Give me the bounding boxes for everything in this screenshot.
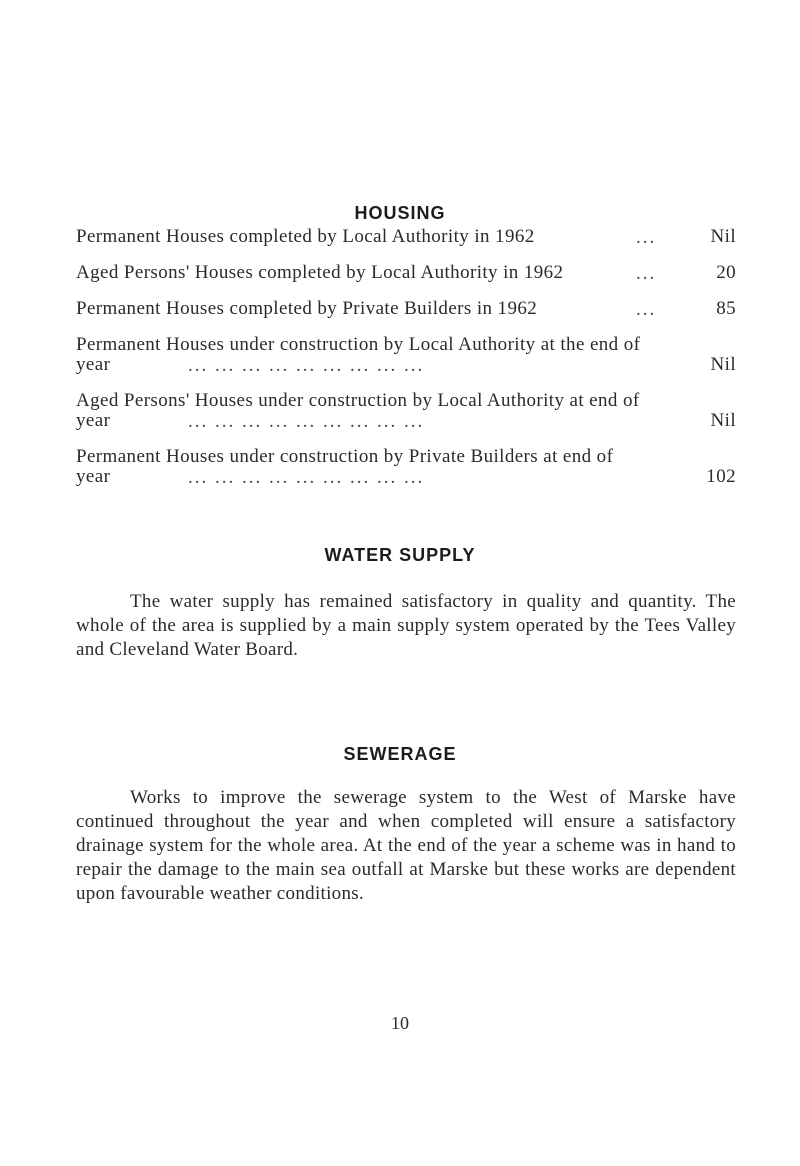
housing-row-value: 85: [716, 298, 736, 319]
dot-leader: ... ... ... ... ... ... ... ... ...: [188, 411, 425, 432]
sewerage-paragraph: Works to improve the sewerage system to the West of Marske have continued throughout the year and when completed will ensure a satisfactory drainage system for the whole area. At the end of the year a scheme was in hand to repair the damage to the main sea outfall at Marske but these works are dependent upon favourable weather conditions.: [76, 787, 736, 904]
housing-row: [76, 263, 736, 299]
housing-row-label: Permanent Houses completed by Private Builders in 1962: [76, 298, 538, 319]
dot-leader: ...: [636, 299, 657, 320]
housing-row: [76, 227, 736, 263]
housing-heading: HOUSING: [354, 203, 446, 223]
housing-row-label-continued: year: [76, 410, 111, 431]
housing-row-label: Aged Persons' Houses completed by Local Authority in 1962: [76, 262, 564, 283]
housing-row-label: Aged Persons' Houses under construction by Local Authority at end of: [76, 390, 640, 411]
page-number: 10: [391, 1013, 409, 1033]
housing-row-label: Permanent Houses under construction by Private Builders at end of: [76, 446, 614, 467]
housing-row: [76, 391, 736, 447]
housing-row-label: Permanent Houses under construction by Local Authority at the end of: [76, 334, 641, 355]
water-supply-heading: WATER SUPPLY: [324, 545, 476, 565]
housing-row: [76, 299, 736, 335]
sewerage-heading: SEWERAGE: [343, 744, 457, 764]
housing-row-label-continued: year: [76, 354, 111, 375]
housing-row-value: 20: [716, 262, 736, 283]
dot-leader: ...: [636, 227, 657, 248]
dot-leader: ...: [636, 263, 657, 284]
housing-row: [76, 447, 736, 503]
housing-row-label-continued: year: [76, 466, 111, 487]
housing-row-label: Permanent Houses completed by Local Authority in 1962: [76, 226, 535, 247]
housing-row-value: Nil: [710, 226, 736, 247]
housing-row: [76, 335, 736, 391]
housing-row-value: Nil: [710, 410, 736, 431]
dot-leader: ... ... ... ... ... ... ... ... ...: [188, 467, 425, 488]
housing-table: [76, 227, 736, 503]
water-supply-paragraph: The water supply has remained satisfactory in quality and quantity. The whole of the area is supplied by a main supply system operated by the Tees Valley and Cleveland Water Board.: [76, 591, 736, 660]
housing-row-value: 102: [706, 466, 736, 487]
dot-leader: ... ... ... ... ... ... ... ... ...: [188, 355, 425, 376]
housing-row-value: Nil: [710, 354, 736, 375]
